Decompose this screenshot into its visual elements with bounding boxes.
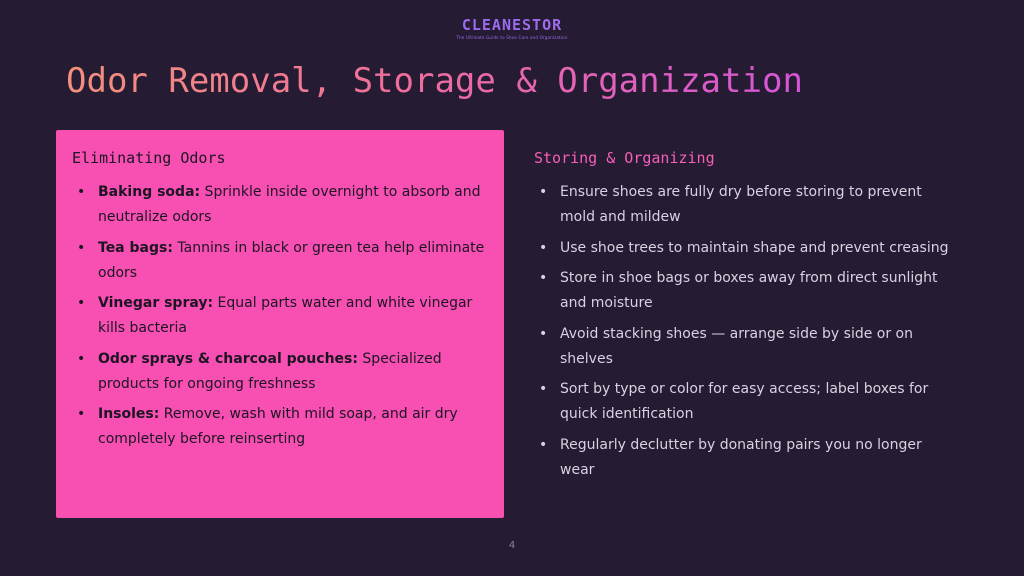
storage-tips-list (534, 180, 952, 483)
list-item (534, 236, 952, 261)
list-item (534, 180, 952, 230)
bullet-icon: • (539, 381, 548, 397)
eliminating-odors-card (56, 130, 504, 518)
item-term: Baking soda: (98, 184, 201, 200)
list-item (534, 322, 952, 372)
bullet-icon: • (77, 406, 86, 422)
item-text: Sort by type or color for easy access; label boxes for quick identification (560, 381, 929, 422)
list-item (72, 347, 486, 397)
storing-organizing-card (518, 130, 968, 518)
item-term: Vinegar spray: (98, 295, 214, 311)
item-text: Tannins in black or green tea help eliminate odors (98, 239, 485, 281)
bullet-icon: • (539, 239, 548, 256)
brand-tagline: The Ultimate Guide to Shoe Care and Organization (456, 35, 568, 40)
bullet-icon: • (539, 270, 548, 286)
item-text: Avoid stacking shoes — arrange side by side or on shelves (560, 325, 913, 367)
item-text: Regularly declutter by donating pairs you no longer wear (560, 436, 922, 478)
item-text: Sprinkle inside overnight to absorb and neutralize odors (98, 184, 481, 225)
item-text: Store in shoe bags or boxes away from direct sunlight and moisture (560, 270, 938, 311)
list-item (534, 266, 952, 316)
list-item (534, 433, 952, 483)
list-item (72, 180, 486, 230)
item-term: Insoles: (98, 406, 160, 422)
item-text: Ensure shoes are fully dry before storing to prevent mold and mildew (560, 184, 922, 225)
page-title: Odor Removal, Storage & Organization (66, 58, 803, 104)
odor-tips-list (72, 180, 486, 452)
item-text: Use shoe trees to maintain shape and prevent creasing (560, 239, 949, 256)
item-text: Remove, wash with mild soap, and air dry completely before reinserting (98, 406, 458, 447)
list-item (72, 236, 486, 286)
item-term: Tea bags: (98, 239, 173, 256)
list-item (72, 402, 486, 452)
list-item (534, 377, 952, 427)
bullet-icon: • (77, 239, 86, 256)
brand-logo (0, 16, 1024, 40)
eliminating-odors-heading: Eliminating Odors (72, 149, 226, 167)
bullet-icon: • (77, 350, 86, 367)
brand-name: CLEANESTOR (0, 16, 1024, 34)
item-term: Odor sprays & charcoal pouches: (98, 350, 358, 367)
item-text: Equal parts water and white vinegar kills bacteria (98, 295, 473, 336)
list-item (72, 291, 486, 341)
bullet-icon: • (77, 184, 86, 200)
storing-organizing-heading: Storing & Organizing (534, 149, 715, 167)
bullet-icon: • (77, 295, 86, 311)
bullet-icon: • (539, 325, 548, 342)
bullet-icon: • (539, 436, 548, 453)
page-number: 4 (508, 540, 516, 551)
item-text: Specialized products for ongoing freshness (98, 350, 442, 392)
bullet-icon: • (539, 184, 548, 200)
